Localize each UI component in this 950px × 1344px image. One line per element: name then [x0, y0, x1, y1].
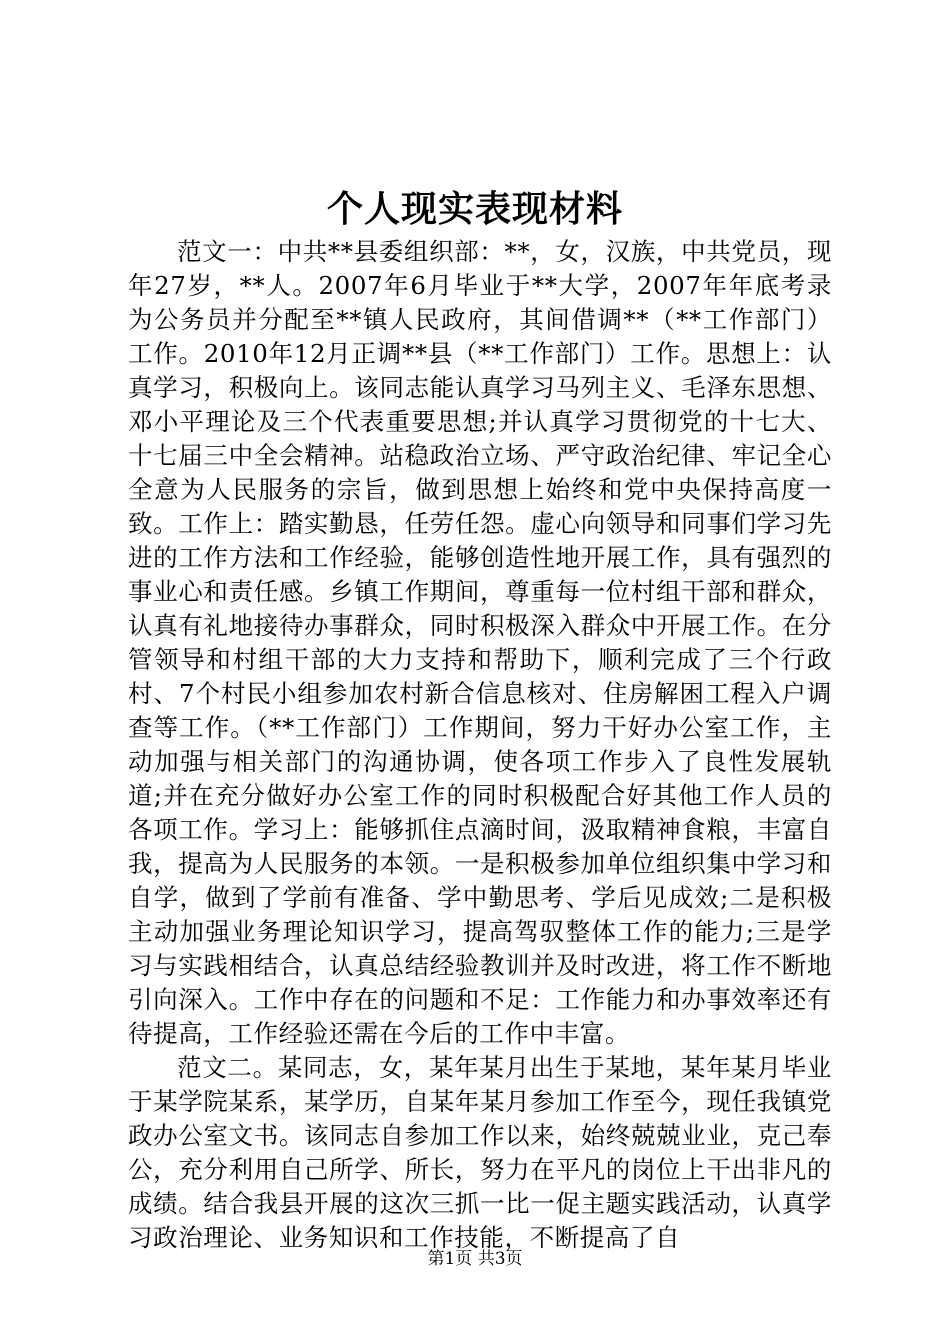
paragraph-sample-two: 范文二。某同志，女，某年某月出生于某地，某年某月毕业于某学院某系，某学历，自某年某月参加工作至今，现任我镇党政办公室文书。该同志自参加工作以来，始终兢兢业业，克己奉公，充分利用自己所学、所长，努力在平凡的岗位上干出非凡的成绩。结合我县开展的这次三抓一比一促主题实践活动，认真学习政治理论、业务知识和工作技能，不断提高了自 — [128, 1053, 832, 1252]
page-footer: 第1页 共3页 — [427, 1249, 523, 1269]
paragraph-sample-one: 范文一：中共**县委组织部：**，女，汉族，中共党员，现年27岁，**人。2007年6月毕业于**大学，2007年年底考录为公务员并分配至**镇人民政府，其间借调**（**工作部门）工作。2010年12月正调**县（**工作部门）工作。思想上：认真学习，积极向上。该同志能认真学习马列主义、毛泽东思想、邓小平理论及三个代表重要思想;并认真学习贯彻党的十七大、十七届三中全会精神。站稳政治立场、严守政治纪律、牢记全心全意为人民服务的宗旨，做到思想上始终和党中央保持高度一致。工作上：踏实勤恳，任劳任怨。虚心向领导和同事们学习先进的工作方法和工作经验，能够创造性地开展工作，具有强烈的事业心和责任感。乡镇工作期间，尊重每一位村组干部和群众，认真有礼地接待办事群众，同时积极深入群众中开展工作。在分管领导和村组干部的大力支持和帮助下，顺利完成了三个行政村、7个村民小组参加农村新合信息核对、住房解困工程入户调查等工作。（**工作部门）工作期间，努力干好办公室工作，主动加强与相关部门的沟通协调，使各项工作步入了良性发展轨道;并在充分做好办公室工作的同时积极配合好其他工作人员的各项工作。学习上：能够抓住点滴时间，汲取精神食粮，丰富自我，提高为人民服务的本领。一是积极参加单位组织集中学习和自学，做到了学前有准备、学中勤思考、学后见成效;二是积极主动加强业务理论知识学习，提高驾驭整体工作的能力;三是学习与实践相结合，认真总结经验教训并及时改进，将工作不断地引向深入。工作中存在的问题和不足：工作能力和办事效率还有待提高，工作经验还需在今后的工作中丰富。 — [128, 237, 832, 1048]
document-title: 个人现实表现材料 — [326, 188, 623, 230]
document-body — [128, 235, 832, 1255]
